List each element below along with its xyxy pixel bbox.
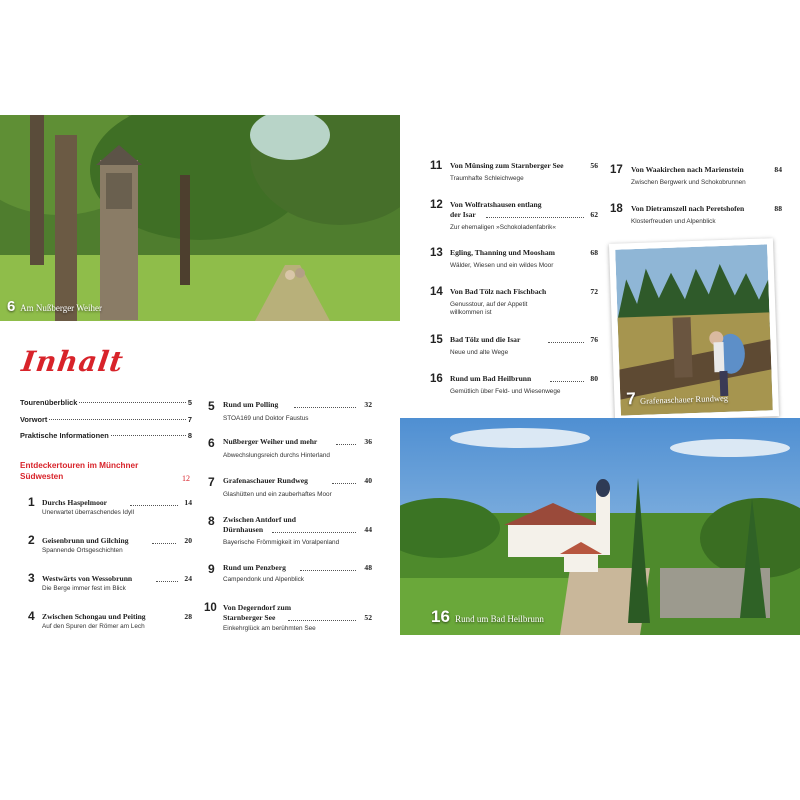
front-matter-page: 7	[187, 414, 192, 424]
forest-photo-caption	[7, 298, 102, 315]
toc-entry-subtitle: Genusstour, auf der Appetit	[450, 301, 528, 308]
left-page	[0, 115, 400, 640]
toc-entry-title-line2: der Isar	[450, 210, 476, 219]
toc-entry-number: 5	[208, 399, 215, 413]
toc-entry[interactable]	[28, 534, 192, 564]
leader-dots	[272, 532, 356, 533]
front-matter-label: Tourenüberblick	[20, 398, 78, 407]
toc-entry-number: 9	[208, 562, 215, 576]
toc-entry-number: 6	[208, 436, 215, 450]
front-matter-item[interactable]	[20, 398, 192, 415]
toc-entry-title: Zwischen Schongau und Peiting	[42, 612, 146, 621]
leader-dots	[156, 581, 178, 582]
section-heading-page: 12	[182, 474, 190, 483]
toc-entry[interactable]	[610, 165, 782, 195]
toc-entry[interactable]	[28, 496, 192, 526]
front-matter-item[interactable]	[20, 415, 192, 432]
toc-entry-page: 62	[590, 210, 598, 219]
toc-entry-number: 15	[430, 334, 443, 346]
toc-entry[interactable]	[208, 515, 372, 559]
toc-entry-page: 80	[590, 374, 598, 383]
right-page	[400, 115, 800, 640]
leader-dots	[300, 570, 356, 571]
toc-entry-title: Geisenbrunn und Gilching	[42, 536, 129, 545]
toc-entry[interactable]	[28, 572, 192, 602]
leader-dots	[336, 444, 356, 445]
toc-entry-title: Nußberger Weiher und mehr	[223, 437, 318, 446]
toc-entry[interactable]	[610, 204, 782, 234]
toc-entry-number: 13	[430, 247, 443, 259]
toc-entry-number: 17	[610, 164, 623, 176]
toc-entry[interactable]	[430, 161, 598, 191]
forest-photo-number: 6	[7, 298, 16, 315]
toc-entry-title: Durchs Haspelmoor	[42, 498, 108, 507]
grafenaschau-photo	[609, 238, 779, 422]
toc-entry[interactable]	[208, 400, 372, 430]
toc-entry-subtitle: Traumhafte Schleichwege	[450, 175, 524, 182]
bad-heilbrunn-photo-label: Rund um Bad Heilbrunn	[455, 614, 544, 624]
toc-entry-title-line2: Dürnhausen	[223, 525, 264, 534]
toc-entry-subtitle: Neue und alte Wege	[450, 349, 509, 356]
toc-entry-subtitle: Zur ehemaligen »Schokoladenfabrik«	[450, 224, 556, 231]
toc-entry[interactable]	[208, 437, 372, 467]
toc-entry[interactable]	[208, 476, 372, 506]
toc-entry-subtitle: STOA169 und Doktor Faustus	[223, 415, 309, 422]
toc-entry-subtitle: Wälder, Wiesen und ein wildes Moor	[450, 262, 554, 269]
toc-entry-title-line2: Starnberger See	[223, 613, 276, 622]
section-heading[interactable]	[20, 460, 192, 482]
toc-entry-page: 32	[364, 400, 372, 409]
toc-entry-number: 12	[430, 199, 443, 211]
front-matter-page: 8	[187, 431, 192, 440]
toc-entry-number: 4	[28, 609, 35, 623]
toc-entry-number: 16	[430, 373, 443, 385]
toc-entry-page: 20	[184, 536, 192, 545]
toc-entry-subtitle: Zwischen Bergwerk und Schokobrunnen	[631, 179, 746, 186]
toc-entry-title: Rund um Bad Heilbrunn	[450, 374, 532, 383]
toc-entry-title: Zwischen Antdorf und	[223, 515, 297, 524]
toc-entry-page: 88	[774, 204, 782, 213]
toc-entry-number: 2	[28, 533, 35, 547]
toc-entry-number: 10	[204, 602, 217, 614]
book-spread	[0, 115, 800, 640]
toc-entry-page: 52	[364, 613, 372, 622]
toc-entry-title: Von Bad Tölz nach Fischbach	[450, 287, 547, 296]
toc-entry-title: Grafenaschauer Rundweg	[223, 476, 308, 485]
toc-entry-title: Von Wolfratshausen entlang	[450, 200, 542, 209]
toc-entry-page: 68	[590, 248, 598, 257]
toc-entry-page: 40	[364, 476, 372, 485]
grafenaschau-photo-caption	[626, 386, 728, 410]
toc-entry-page: 56	[590, 161, 598, 170]
toc-entry-number: 18	[610, 203, 623, 215]
toc-entry-page: 44	[364, 525, 372, 534]
toc-entry[interactable]	[430, 248, 598, 278]
toc-entry-title: Egling, Thanning und Moosham	[450, 248, 555, 257]
toc-entry-subtitle: Glashütten und ein zauberhaftes Moor	[223, 491, 332, 498]
toc-entry-subtitle: Bayerische Frömmigkeit im Voralpenland	[223, 539, 340, 546]
leader-dots	[294, 407, 356, 408]
toc-entry-subtitle: Campendonk und Alpenblick	[223, 576, 305, 583]
grafenaschau-photo-label: Grafenaschauer Rundweg	[639, 392, 729, 406]
toc-entry-page: 14	[184, 498, 192, 507]
bad-heilbrunn-photo-image	[400, 418, 800, 635]
leader-dots	[49, 419, 186, 420]
toc-entry-number: 11	[430, 160, 443, 172]
toc-entry-page: 72	[590, 287, 598, 296]
toc-entry-page: 76	[590, 335, 598, 344]
leader-dots	[152, 543, 176, 544]
toc-entry-title: Von Degerndorf zum	[223, 603, 292, 612]
toc-entry-title: Rund um Penzberg	[223, 563, 286, 572]
bad-heilbrunn-photo-number: 16	[431, 607, 450, 626]
forest-photo-image	[0, 115, 400, 321]
leader-dots	[332, 483, 356, 484]
forest-photo	[0, 115, 400, 321]
front-matter-label: Praktische Informationen	[20, 431, 109, 440]
leader-dots	[548, 342, 584, 343]
toc-entry-subtitle: Gemütlich über Feld- und Wiesenwege	[450, 388, 561, 395]
toc-entry-title: Bad Tölz und die Isar	[450, 335, 521, 344]
leader-dots	[79, 402, 186, 403]
toc-entry-title: Rund um Polling	[223, 400, 279, 409]
toc-entry-page: 24	[184, 574, 192, 583]
toc-entry[interactable]	[208, 563, 372, 593]
leader-dots	[550, 381, 584, 382]
grafenaschau-photo-number: 7	[626, 389, 637, 409]
front-matter-list	[20, 398, 192, 448]
front-matter-label: Vorwort	[20, 414, 48, 424]
toc-entry-subtitle: Abwechslungsreich durchs Hinterland	[223, 452, 330, 459]
leader-dots	[486, 217, 584, 218]
toc-entry-subtitle: Unerwartet überraschendes Idyll	[42, 509, 134, 516]
toc-entry-subtitle: Klosterfreuden und Alpenblick	[631, 218, 716, 225]
toc-entry-title: Von Münsing zum Starnberger See	[450, 161, 564, 170]
toc-entry[interactable]	[430, 287, 598, 327]
toc-entry-number: 1	[28, 495, 35, 509]
toc-entry-number: 8	[208, 514, 215, 528]
toc-entry[interactable]	[430, 374, 598, 404]
toc-entry-title: Von Dietramszell nach Peretshofen	[631, 204, 745, 213]
section-heading-label: Entdeckertouren im Münchner Südwesten	[20, 461, 139, 481]
toc-title: Inhalt	[19, 345, 126, 378]
toc-entry-page: 36	[364, 437, 372, 446]
bad-heilbrunn-photo	[400, 418, 800, 635]
forest-photo-label: Am Nußberger Weiher	[20, 303, 103, 313]
toc-entry[interactable]	[430, 335, 598, 365]
toc-entry-page: 84	[774, 165, 782, 174]
toc-entry-page: 28	[184, 612, 192, 621]
toc-entry-subtitle: Die Berge immer fest im Blick	[42, 585, 126, 592]
leader-dots	[130, 505, 178, 506]
toc-entry[interactable]	[430, 200, 598, 240]
toc-entry-title: Von Waakirchen nach Marienstein	[631, 165, 744, 174]
toc-entry-number: 7	[208, 475, 215, 489]
toc-entry-title: Westwärts von Wessobrunn	[42, 574, 133, 583]
toc-entry-subtitle: Auf den Spuren der Römer am Lech	[42, 623, 145, 630]
toc-entry-subtitle: Einkehrglück am berühmten See	[223, 625, 316, 632]
bad-heilbrunn-photo-caption	[431, 607, 544, 627]
toc-entry-subtitle: Spannende Ortsgeschichten	[42, 547, 123, 554]
front-matter-page: 5	[187, 398, 192, 407]
toc-entry-subtitle-line2: willkommen ist	[450, 309, 492, 316]
toc-entry-page: 48	[364, 563, 372, 572]
leader-dots	[111, 435, 186, 436]
leader-dots	[288, 620, 356, 621]
toc-entry-number: 3	[28, 571, 35, 585]
front-matter-item[interactable]	[20, 431, 192, 448]
toc-entry[interactable]	[28, 610, 192, 640]
toc-entry[interactable]	[204, 603, 372, 643]
toc-entry-number: 14	[430, 286, 443, 298]
